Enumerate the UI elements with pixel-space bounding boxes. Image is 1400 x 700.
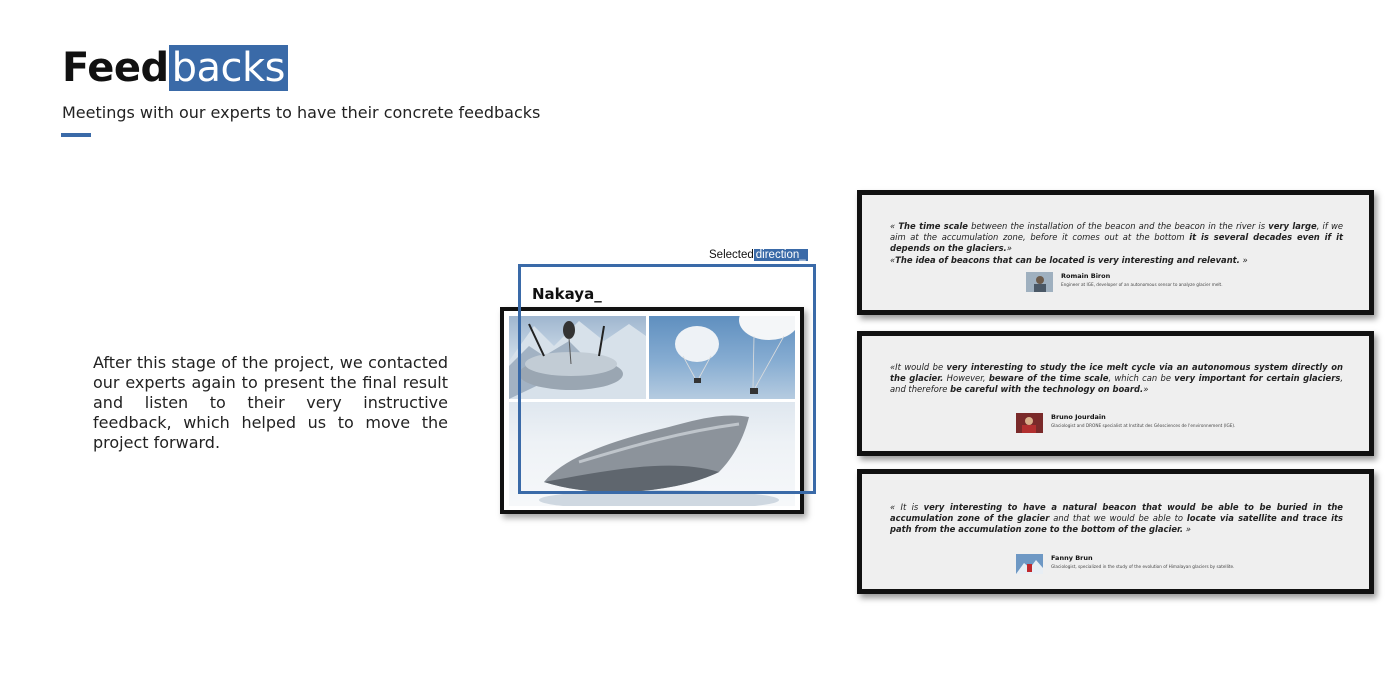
expert-role: Engineer at IGE, developer of an autonomous sensor to analyze glacier melt. bbox=[1061, 282, 1223, 287]
expert-name: Fanny Brun bbox=[1051, 554, 1093, 562]
quote-emphasis: be careful with the technology on board. bbox=[950, 384, 1144, 394]
project-name: Nakaya_ bbox=[532, 285, 602, 303]
quote-emphasis: very interesting to study the ice melt cycle via an autonomous system directly on the glacier. bbox=[890, 362, 1343, 383]
expert-info bbox=[1016, 554, 1234, 574]
expert-name: Romain Biron bbox=[1061, 272, 1111, 280]
quote-emphasis: The idea of beacons that can be located is very interesting and relevant. bbox=[895, 255, 1240, 265]
quote-text: « bbox=[890, 221, 899, 231]
page-title bbox=[62, 44, 288, 92]
feedback-card-2 bbox=[857, 331, 1374, 456]
quote-text: However, bbox=[943, 373, 989, 383]
accent-bar bbox=[61, 133, 91, 137]
expert-photo bbox=[1026, 272, 1053, 292]
quote-text: « bbox=[890, 255, 896, 265]
expert-info bbox=[1026, 272, 1223, 292]
quote-text: » bbox=[1239, 255, 1248, 265]
quote-emphasis: locate via satellite and trace its path from the accumulation zone to the bottom of the glacier. bbox=[890, 513, 1343, 534]
body-paragraph: After this stage of the project, we contacted our experts again to present the final result and listen to their very instructive feedback, which helped us to move the project forward. bbox=[93, 353, 448, 452]
feedback-quote bbox=[890, 362, 1343, 395]
feedback-quote-2 bbox=[890, 255, 1343, 266]
quote-text: » bbox=[1183, 524, 1191, 534]
title-highlight: backs bbox=[169, 45, 288, 91]
expert-role: Glaciologist and DRONE specialist at Institut des Géosciences de l'environnement (IGE). bbox=[1051, 423, 1236, 428]
feedback-quote bbox=[890, 221, 1343, 254]
quote-text: « It is bbox=[890, 502, 924, 512]
expert-photo bbox=[1016, 554, 1043, 574]
quote-text: «It would be bbox=[890, 362, 947, 372]
page-subtitle: Meetings with our experts to have their concrete feedbacks bbox=[62, 103, 541, 122]
expert-info bbox=[1016, 413, 1235, 433]
feedback-card-3 bbox=[857, 469, 1374, 594]
quote-text: and that we would be able to bbox=[1049, 513, 1187, 523]
quote-emphasis: The time scale bbox=[898, 221, 968, 231]
quote-text: , if we aim at the accumulation zone, before it comes out at the bottom bbox=[890, 221, 1343, 242]
quote-text: » bbox=[1006, 243, 1012, 253]
quote-text: , which can be bbox=[1108, 373, 1175, 383]
expert-name: Bruno Jourdain bbox=[1051, 413, 1106, 421]
quote-text: » bbox=[1143, 384, 1149, 394]
expert-role: Glaciologist, specialized in the study of the evolution of Himalayan glaciers by satellite. bbox=[1051, 564, 1235, 569]
quote-text: between the installation of the beacon and the beacon in the river is bbox=[967, 221, 1269, 231]
quote-text: , and therefore bbox=[890, 373, 1343, 394]
direction-highlight: direction_ bbox=[755, 249, 806, 261]
expert-photo bbox=[1016, 413, 1043, 433]
selected-word: Selected bbox=[709, 249, 754, 261]
quote-emphasis: very large bbox=[1268, 221, 1317, 231]
selected-direction-label bbox=[709, 249, 808, 261]
feedback-card-1 bbox=[857, 190, 1374, 315]
feedback-quote bbox=[890, 502, 1343, 535]
quote-emphasis: beware of the time scale bbox=[988, 373, 1109, 383]
quote-emphasis: it is several decades even if it depends on the glaciers. bbox=[890, 232, 1343, 253]
quote-emphasis: very important for certain glaciers bbox=[1174, 373, 1341, 383]
quote-emphasis: very interesting to have a natural beacon that would be able to be buried in the accumulation zone of the glacier bbox=[890, 502, 1343, 523]
title-part1: Feed bbox=[62, 45, 169, 91]
